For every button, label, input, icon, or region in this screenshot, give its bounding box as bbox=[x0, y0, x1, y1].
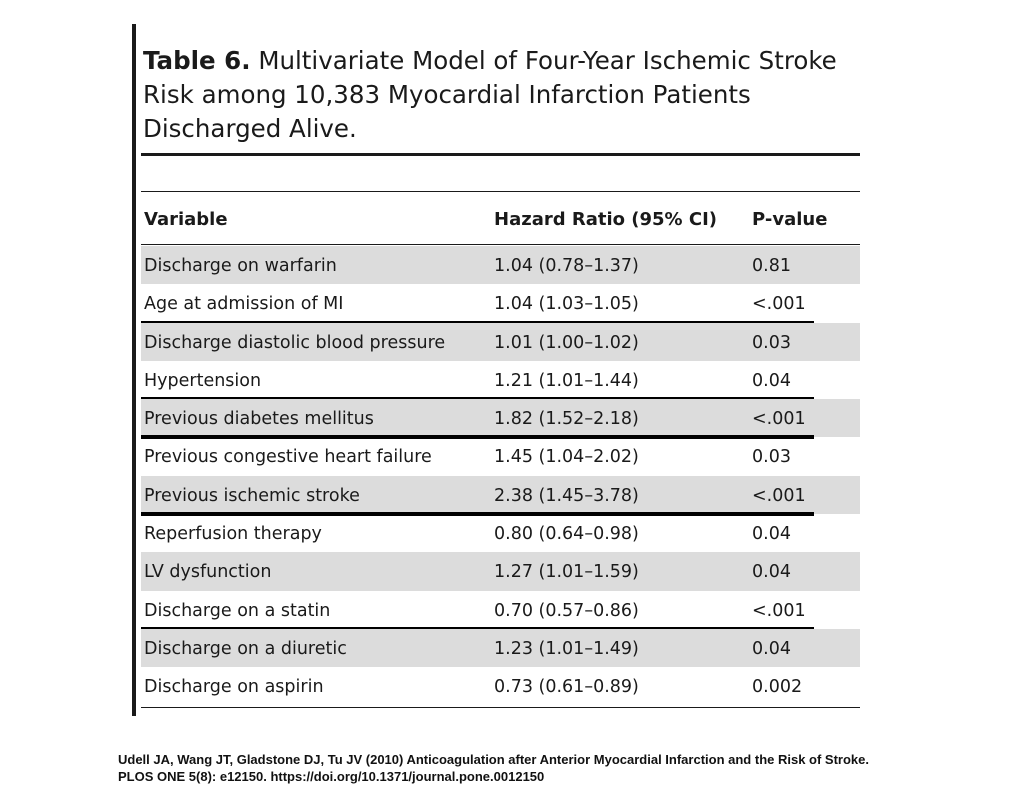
cell-p-value: 0.04 bbox=[752, 562, 791, 583]
cell-variable: Age at admission of MI bbox=[144, 294, 344, 315]
cell-hazard-ratio: 1.23 (1.01–1.49) bbox=[494, 638, 639, 659]
citation bbox=[118, 751, 1024, 785]
table-row bbox=[141, 246, 860, 284]
cell-p-value: <.001 bbox=[752, 485, 806, 506]
header-variable: Variable bbox=[144, 209, 228, 230]
cell-hazard-ratio: 1.82 (1.52–2.18) bbox=[494, 409, 639, 430]
cell-p-value: <.001 bbox=[752, 294, 806, 315]
cell-variable: Discharge on aspirin bbox=[144, 677, 324, 698]
cell-p-value: 0.04 bbox=[752, 638, 791, 659]
cell-p-value: <.001 bbox=[752, 409, 806, 430]
table-row bbox=[141, 476, 860, 514]
cell-hazard-ratio: 0.73 (0.61–0.89) bbox=[494, 677, 639, 698]
cell-hazard-ratio: 1.01 (1.00–1.02) bbox=[494, 332, 639, 353]
cell-variable: Previous diabetes mellitus bbox=[144, 409, 374, 430]
table-caption: Multivariate Model of Four-Year Ischemic Stroke Risk among 10,383 Myocardial Infarction Patients Discharged Alive. bbox=[143, 46, 837, 143]
table-row bbox=[141, 591, 860, 629]
table-row bbox=[141, 437, 860, 475]
cell-p-value: 0.81 bbox=[752, 256, 791, 276]
table-body bbox=[141, 246, 860, 706]
cell-hazard-ratio: 1.04 (0.78–1.37) bbox=[494, 256, 639, 276]
cell-p-value: <.001 bbox=[752, 600, 806, 621]
table-row bbox=[141, 552, 860, 590]
cell-hazard-ratio: 1.45 (1.04–2.02) bbox=[494, 447, 639, 468]
table-row bbox=[141, 284, 860, 322]
cell-hazard-ratio: 1.27 (1.01–1.59) bbox=[494, 562, 639, 583]
cell-variable: Discharge diastolic blood pressure bbox=[144, 332, 446, 353]
cell-p-value: 0.03 bbox=[752, 447, 791, 468]
table-title bbox=[143, 44, 863, 146]
cell-variable: LV dysfunction bbox=[144, 562, 272, 583]
table-bottom-rule bbox=[141, 707, 860, 708]
table-row bbox=[141, 323, 860, 361]
header-p-value: P-value bbox=[752, 209, 828, 230]
table-row bbox=[141, 667, 860, 705]
cell-variable: Previous ischemic stroke bbox=[144, 485, 360, 506]
header-rule bbox=[141, 244, 860, 245]
citation-line-1: Udell JA, Wang JT, Gladstone DJ, Tu JV (2010) Anticoagulation after Anterior Myocardial Infarction and the Risk of Stroke. bbox=[118, 752, 869, 767]
cell-p-value: 0.04 bbox=[752, 370, 791, 391]
cell-variable: Discharge on warfarin bbox=[144, 256, 337, 276]
header-hazard-ratio: Hazard Ratio (95% CI) bbox=[494, 209, 717, 230]
cell-p-value: 0.04 bbox=[752, 524, 791, 545]
cell-variable: Reperfusion therapy bbox=[144, 524, 322, 545]
table-row bbox=[141, 399, 860, 437]
cell-variable: Discharge on a diuretic bbox=[144, 638, 347, 659]
cell-hazard-ratio: 1.21 (1.01–1.44) bbox=[494, 370, 639, 391]
table-header-row bbox=[141, 192, 860, 244]
table-row bbox=[141, 361, 860, 399]
cell-p-value: 0.002 bbox=[752, 677, 803, 698]
cell-variable: Hypertension bbox=[144, 370, 262, 391]
cell-variable: Discharge on a statin bbox=[144, 600, 331, 621]
left-margin-rule bbox=[132, 24, 136, 716]
table-row bbox=[141, 629, 860, 667]
title-rule bbox=[141, 153, 860, 156]
cell-hazard-ratio: 2.38 (1.45–3.78) bbox=[494, 485, 639, 506]
cell-hazard-ratio: 1.04 (1.03–1.05) bbox=[494, 294, 639, 315]
table-row bbox=[141, 514, 860, 552]
table-label: Table 6. bbox=[143, 46, 251, 75]
cell-hazard-ratio: 0.80 (0.64–0.98) bbox=[494, 524, 639, 545]
cell-hazard-ratio: 0.70 (0.57–0.86) bbox=[494, 600, 639, 621]
cell-p-value: 0.03 bbox=[752, 332, 791, 353]
cell-variable: Previous congestive heart failure bbox=[144, 447, 432, 468]
citation-line-2: PLOS ONE 5(8): e12150. https://doi.org/10.1371/journal.pone.0012150 bbox=[118, 769, 545, 784]
